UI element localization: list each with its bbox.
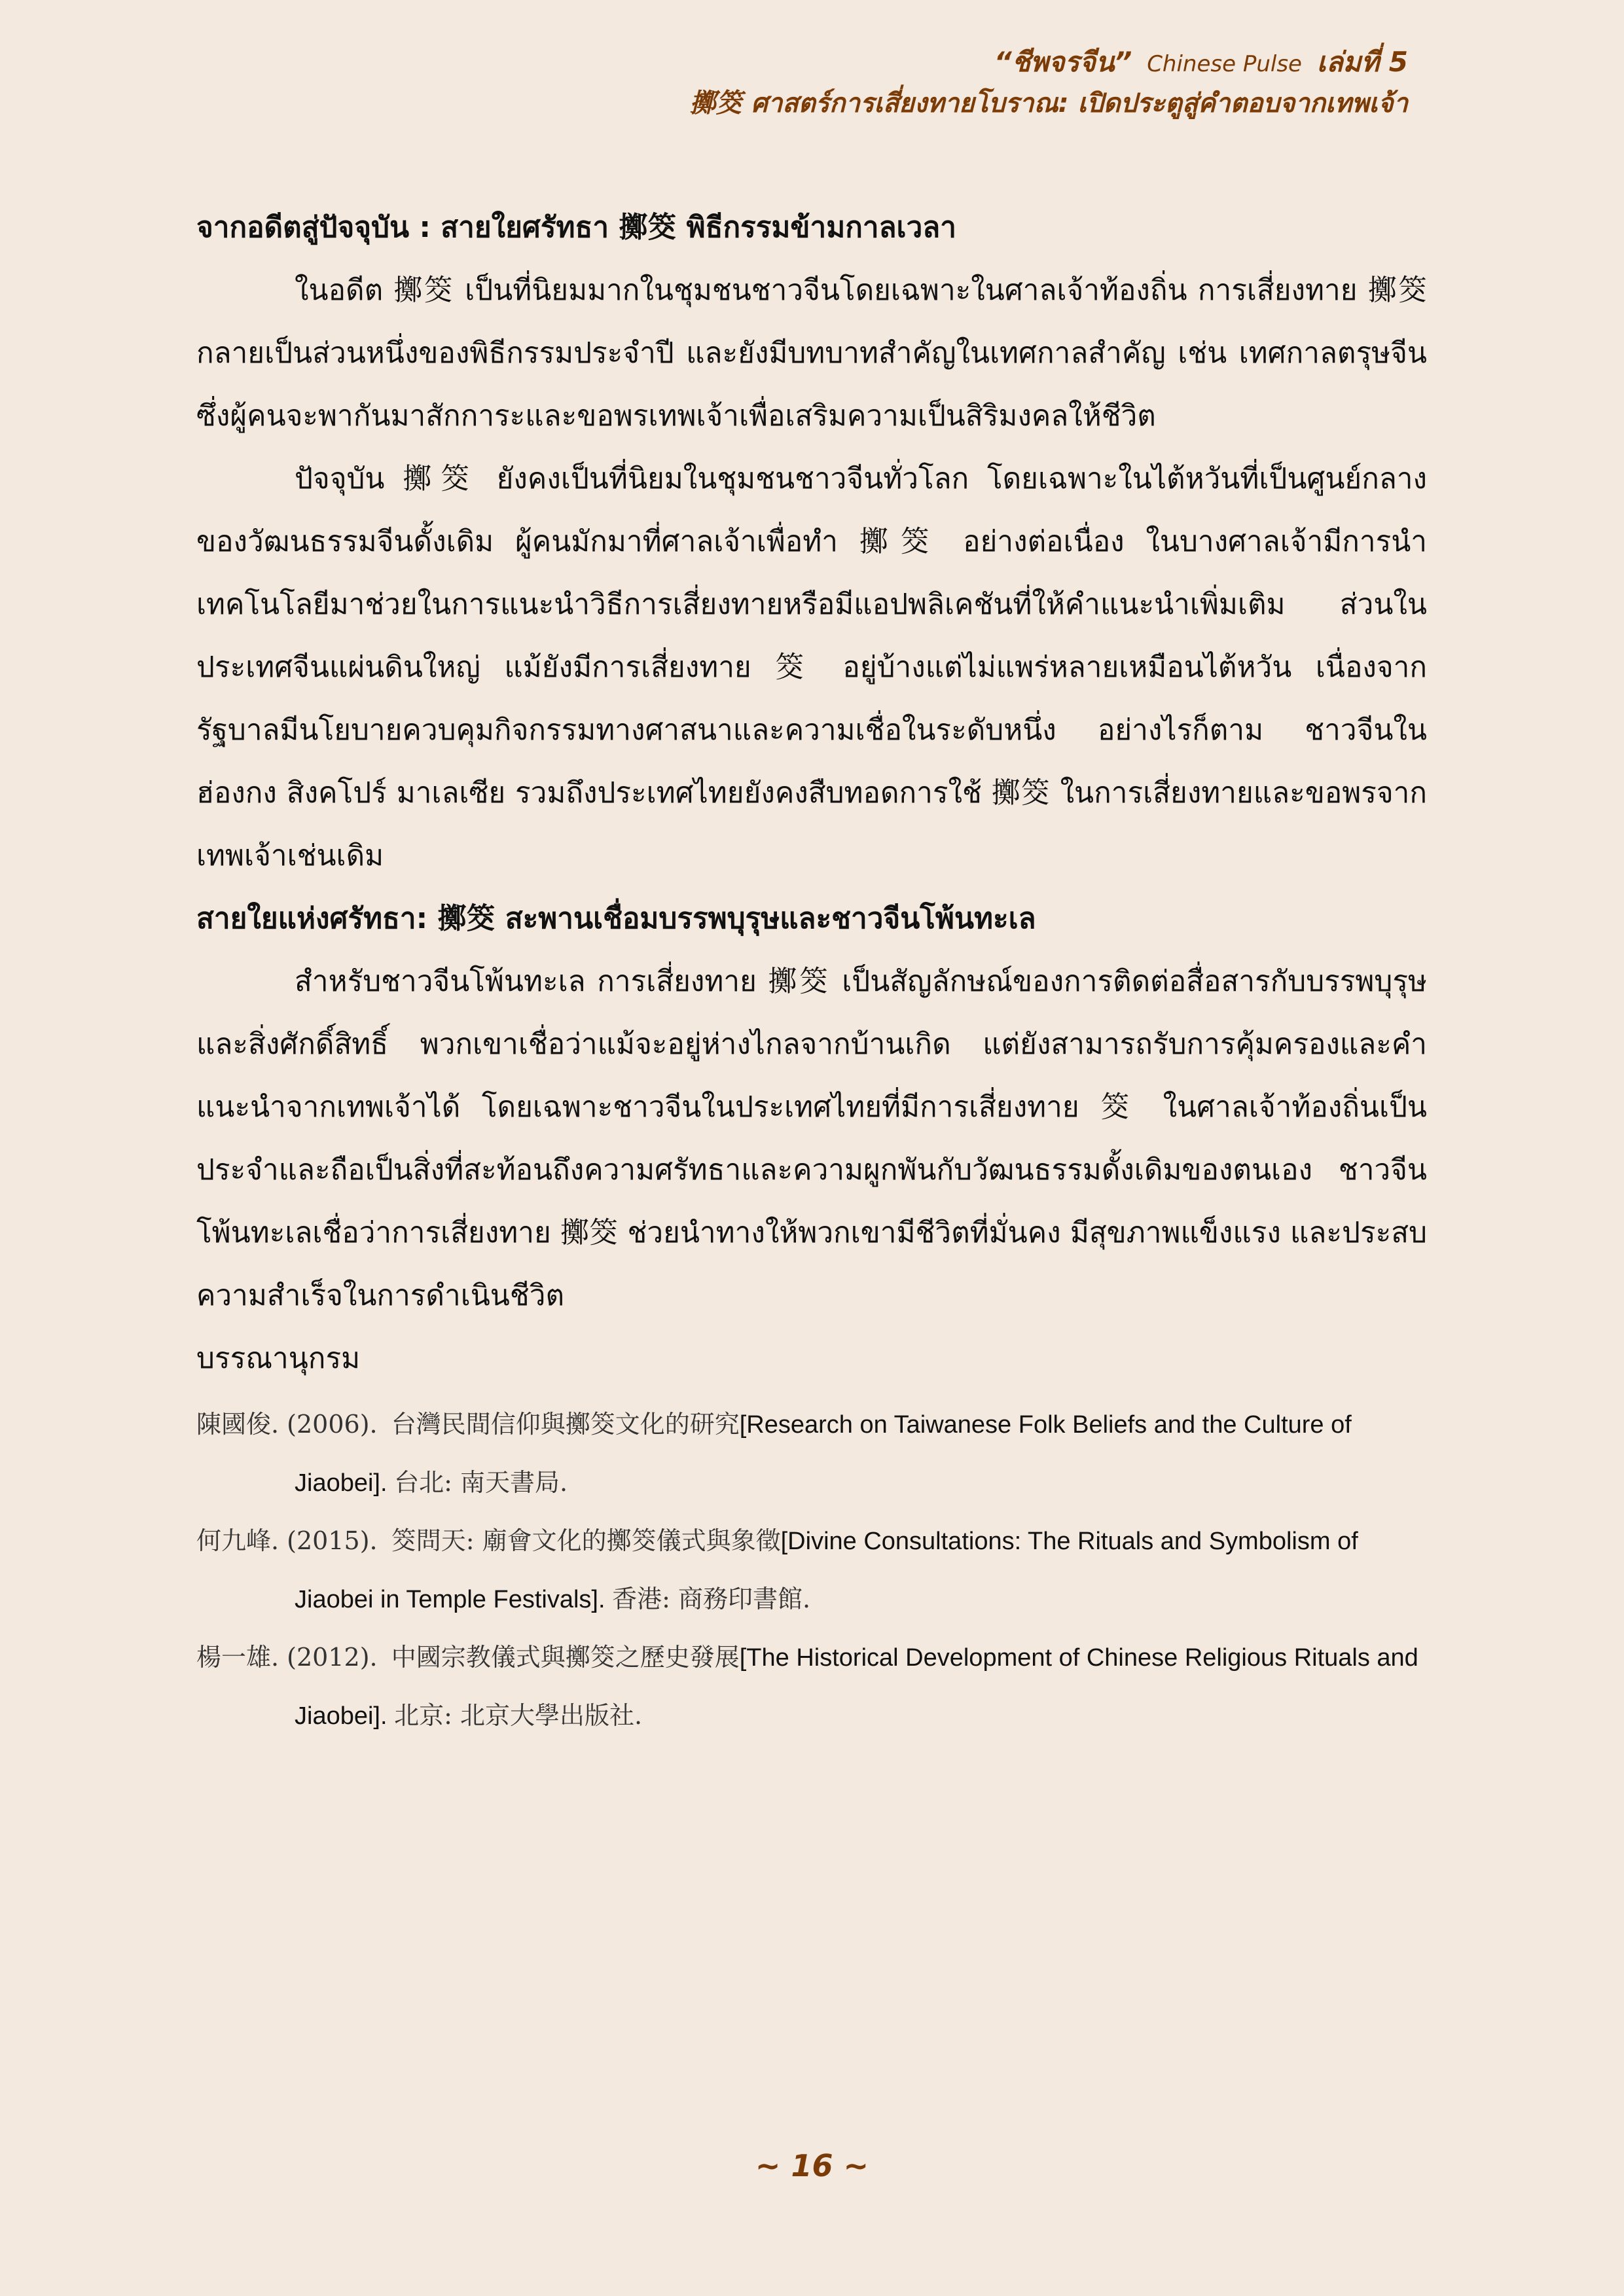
- reference-author-year: 楊一雄. (2012).: [196, 1643, 378, 1672]
- reference-title-english: [The Historical Development of Chinese Religious Rituals and Jiaobei].: [295, 1644, 1418, 1730]
- reference-publisher: 北京: 北京大學出版社.: [394, 1701, 643, 1730]
- body-paragraph: ปัจจุบัน 擲筊 ยังคงเป็นที่นิยมในชุมชนชาวจีนทั่วโลก โดยเฉพาะในไต้หวันที่เป็นศูนย์กลางของวัฒนธรรมจีนดั้งเดิม ผู้คนมักมาที่ศาลเจ้าเพื่อทำ 擲筊 อย่างต่อเนื่อง ในบางศาลเจ้ามีการนำเทคโนโลยีมาช่วยในการแนะนำวิธีการเสี่ยงทายหรือมีแอปพลิเคชันที่ให้คำแนะนำเพิ่มเติม ส่วนในประเทศจีนแผ่นดินใหญ่ แม้ยังมีการเสี่ยงทาย 筊 อยู่บ้างแต่ไม่แพร่หลายเหมือนไต้หวัน เนื่องจากรัฐบาลมีนโยบายควบคุมกิจกรรมทางศาสนาและความเชื่อในระดับหนึ่ง อย่างไรก็ตาม ชาวจีนในฮ่องกง สิงคโปร์ มาเลเซีย รวมถึงประเทศไทยยังคงสืบทอดการใช้ 擲筊 ในการเสี่ยงทายและขอพรจากเทพเจ้าเช่นเดิม: [196, 462, 1427, 872]
- reference-publisher: 台北: 南天書局.: [394, 1468, 568, 1497]
- section-heading: สายใยแห่งศรัทธา: 擲筊 สะพานเชื่อมบรรพบุรุษและชาวจีนโพ้นทะเล: [196, 902, 1036, 935]
- reference-publisher: 香港: 商務印書館.: [612, 1585, 811, 1613]
- article-title: 擲筊 ศาสตร์การเสี่ยงทายโบราณ: เปิดประตูสู่คำตอบจากเทพเจ้า: [689, 88, 1408, 119]
- series-title-english: Chinese Pulse: [1147, 51, 1302, 77]
- running-header: [690, 41, 1408, 124]
- reference-title-english: [Research on Taiwanese Folk Beliefs and the Culture of Jiaobei].: [295, 1411, 1352, 1497]
- reference-title-english: [Divine Consultations: The Rituals and Symbolism of Jiaobei in Temple Festivals].: [295, 1528, 1358, 1613]
- reference-author-year: 陳國俊. (2006).: [196, 1410, 378, 1439]
- reference-title-chinese: 台灣民間信仰與擲筊文化的研究: [391, 1410, 740, 1439]
- article-body: [196, 196, 1427, 1745]
- page-number: ~ 16 ~: [755, 2148, 869, 2183]
- body-paragraph: ในอดีต 擲筊 เป็นที่นิยมมากในชุมชนชาวจีนโดยเฉพาะในศาลเจ้าท้องถิ่น การเสี่ยงทาย 擲筊 กลายเป็นส่วนหนึ่งของพิธีกรรมประจำปี และยังมีบทบาทสำคัญในเทศกาลสำคัญ เช่น เทศกาลตรุษจีน ซึ่งผู้คนจะพากันมาสักการะและขอพรเทพเจ้าเพื่อเสริมความเป็นสิริมงคลให้ชีวิต: [196, 274, 1427, 433]
- section-heading: จากอดีตสู่ปัจจุบัน : สายใยศรัทธา 擲筊 พิธีกรรมข้ามกาลเวลา: [196, 211, 956, 244]
- reference-entry: [196, 1512, 1427, 1628]
- reference-title-chinese: 中國宗教儀式與擲筊之歷史發展: [391, 1643, 740, 1672]
- reference-entry: [196, 1395, 1427, 1512]
- reference-entry: [196, 1628, 1427, 1745]
- series-line: [690, 41, 1408, 83]
- series-title-thai: “ชีพจรจีน”: [994, 46, 1132, 78]
- body-paragraph: สำหรับชาวจีนโพ้นทะเล การเสี่ยงทาย 擲筊 เป็นสัญลักษณ์ของการติดต่อสื่อสารกับบรรพบุรุษและสิ่งศักดิ์สิทธิ์ พวกเขาเชื่อว่าแม้จะอยู่ห่างไกลจากบ้านเกิด แต่ยังสามารถรับการคุ้มครองและคำแนะนำจากเทพเจ้าได้ โดยเฉพาะชาวจีนในประเทศไทยที่มีการเสี่ยงทาย 筊 ในศาลเจ้าท้องถิ่นเป็นประจำและถือเป็นสิ่งที่สะท้อนถึงความศรัทธาและความผูกพันกับวัฒนธรรมดั้งเดิมของตนเอง ชาวจีนโพ้นทะเลเชื่อว่าการเสี่ยงทาย 擲筊 ช่วยนำทางให้พวกเขามีชีวิตที่มั่นคง มีสุขภาพแข็งแรง และประสบความสำเร็จในการดำเนินชีวิต: [196, 965, 1427, 1312]
- reference-title-chinese: 筊問天: 廟會文化的擲筊儀式與象徵: [391, 1526, 781, 1555]
- reference-author-year: 何九峰. (2015).: [196, 1526, 378, 1555]
- reference-list: [196, 1395, 1427, 1745]
- volume-label: เล่มที่ 5: [1316, 46, 1408, 78]
- bibliography-title: บรรณานุกรม: [196, 1342, 361, 1375]
